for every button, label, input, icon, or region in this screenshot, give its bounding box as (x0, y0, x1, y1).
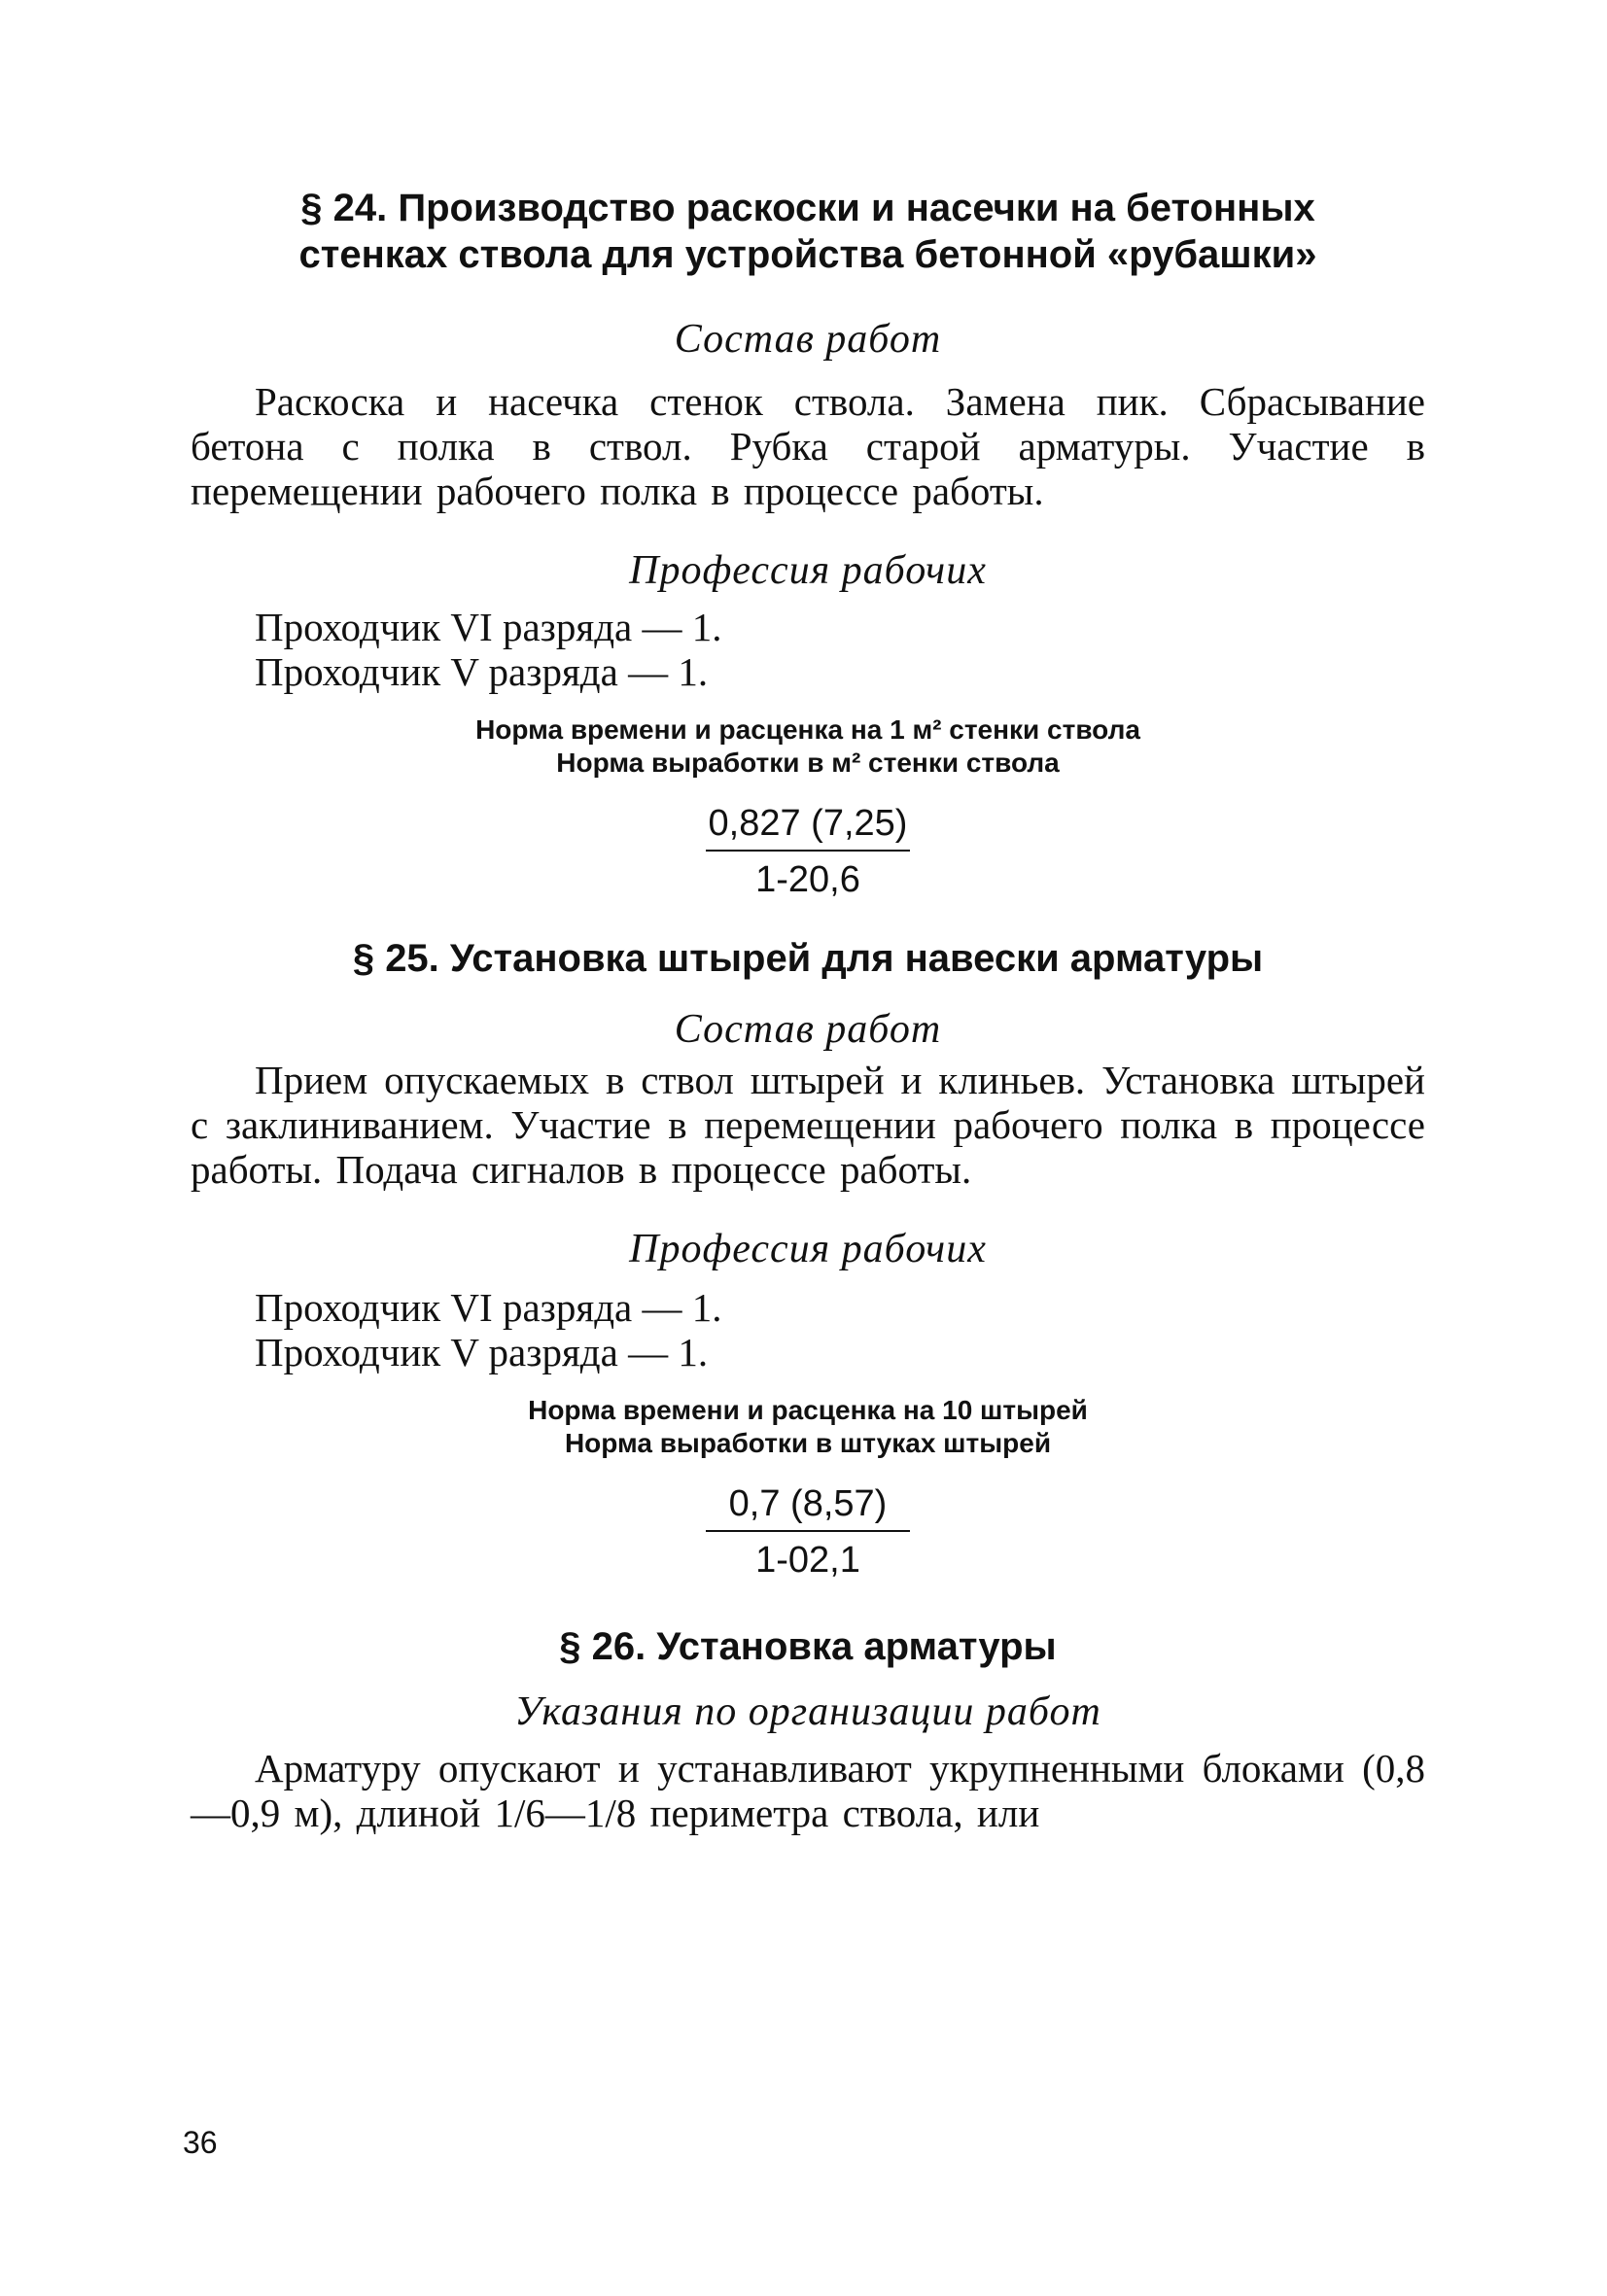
section-25-composition-text: Прием опускаемых в ствол штырей и клиньев. Установка штырей с заклиниванием. Участие в перемещении рабочего полка в процессе работы. Подача сигналов в процессе работы. (191, 1058, 1425, 1192)
section-24-fraction-denominator: 1-20,6 (755, 859, 860, 900)
section-24-worker-1: Проходчик VI разряда — 1. (255, 605, 722, 649)
section-24-norm-line-2: Норма выработки в м² стенки ствола (556, 748, 1060, 778)
section-25-norm-caption (191, 1394, 1425, 1460)
section-24-workers-list (191, 605, 1425, 694)
section-26-instructions-text: Арматуру опускают и устанавливают укрупненными блоками (0,8—0,9 м), длиной 1/6—1/8 периметра ствола, или (191, 1746, 1425, 1835)
section-24-title (191, 185, 1425, 278)
section-26-title: § 26. Установка арматуры (559, 1625, 1057, 1668)
section-24-composition-heading: Состав работ (674, 317, 942, 362)
section-24-fraction-numerator: 0,827 (7,25) (708, 803, 908, 844)
section-25-norm-fraction (706, 1481, 910, 1583)
section-24-title-line-1: § 24. Производство раскоски и насечки на бетонных (300, 187, 1315, 229)
section-25-worker-1: Проходчик VI разряда — 1. (255, 1285, 722, 1330)
section-26 (191, 1623, 1425, 1835)
section-25-workers-list (191, 1285, 1425, 1374)
section-25-workers-heading: Профессия рабочих (629, 1227, 987, 1271)
section-24-norm-line-1: Норма времени и расценка на 1 м² стенки ствола (475, 714, 1140, 745)
section-25-fraction-numerator: 0,7 (8,57) (728, 1483, 888, 1524)
section-25-worker-2: Проходчик V разряда — 1. (255, 1330, 709, 1374)
section-24-worker-2: Проходчик V разряда — 1. (255, 649, 709, 694)
section-24 (191, 185, 1425, 902)
document-page (191, 185, 1425, 1835)
section-24-composition-text: Раскоска и насечка стенок ствола. Замена пик. Сбрасывание бетона с полка в ствол. Рубка старой арматуры. Участие в перемещении рабочего полка в процессе работы. (191, 379, 1425, 513)
section-25-norm-line-1: Норма времени и расценка на 10 штырей (528, 1395, 1088, 1425)
section-24-title-line-2: стенках ствола для устройства бетонной «рубашки» (298, 233, 1317, 276)
section-25 (191, 935, 1425, 1583)
section-25-title: § 25. Установка штырей для навески арматуры (352, 937, 1264, 980)
section-24-norm-fraction (706, 801, 910, 902)
section-25-composition-heading: Состав работ (674, 1007, 942, 1052)
page-number: 36 (183, 2125, 218, 2160)
section-26-instructions-heading: Указания по организации работ (514, 1689, 1101, 1734)
section-25-fraction-denominator: 1-02,1 (755, 1540, 860, 1581)
section-24-workers-heading: Профессия рабочих (629, 548, 987, 593)
section-25-norm-line-2: Норма выработки в штуках штырей (564, 1428, 1052, 1458)
section-24-norm-caption (191, 713, 1425, 780)
